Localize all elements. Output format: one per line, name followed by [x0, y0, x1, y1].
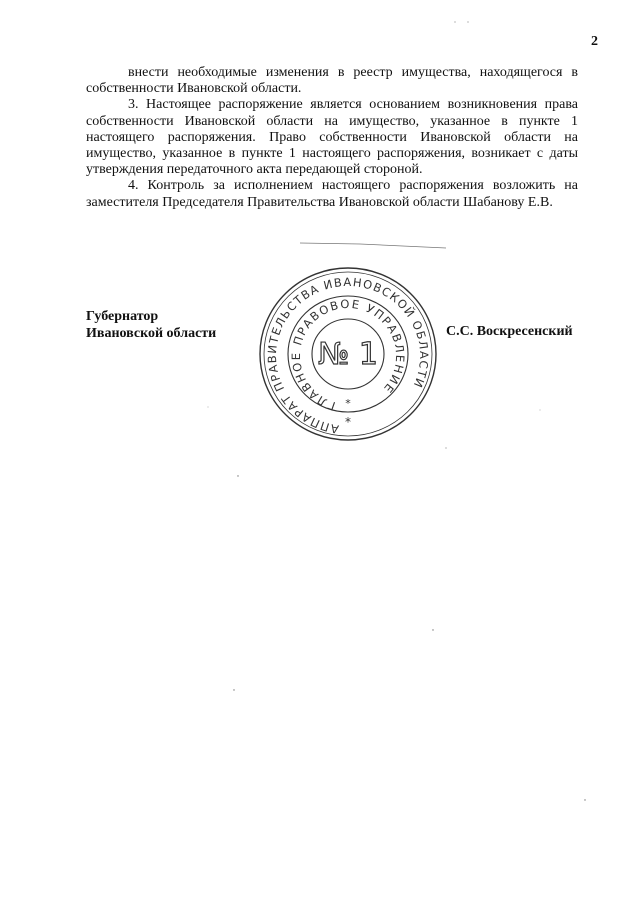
- scan-speck: [432, 629, 433, 630]
- scan-speck: [454, 21, 455, 22]
- scan-speck: [445, 447, 446, 448]
- paragraph-4: 4. Контроль за исполнением настоящего распоряжения возложить на заместителя Председателя Правительства Ивановской области Шабанову Е.В.: [86, 178, 578, 210]
- paragraph-continuation: внести необходимые изменения в реестр имущества, находящегося в собственности Ивановской области.: [86, 65, 578, 97]
- scan-speck: [467, 21, 468, 22]
- scan-line-mark: [300, 243, 446, 248]
- seal-center-number: № 1: [318, 337, 378, 372]
- seal-inner-text: ГЛАВНОЕ ПРАВОВОЕ УПРАВЛЕНИЕ: [289, 296, 408, 414]
- seal-star-inner: *: [345, 397, 351, 410]
- official-seal: [258, 266, 438, 442]
- page-number: 2: [591, 34, 598, 49]
- body-text: [86, 65, 578, 211]
- seal-star-outer: *: [345, 415, 351, 429]
- signatory-title: [86, 308, 216, 342]
- scan-speck: [584, 799, 585, 800]
- paragraph-3: 3. Настоящее распоряжение является основанием возникновения права собственности Ивановской области на имущество, указанное в пункте 1 настоящего распоряжения. Право собственности Ивановской области на имущество, указанное в пункте 1 настоящего распоряжения, возникает с даты утверждения передаточного акта передающей стороной.: [86, 97, 578, 178]
- scan-speck: [233, 689, 234, 690]
- scan-speck: [540, 410, 541, 411]
- scan-speck: [237, 475, 238, 476]
- signatory-title-line1: Губернатор: [86, 309, 159, 324]
- scan-speck: [208, 407, 209, 408]
- signatory-title-line2: Ивановской области: [86, 326, 217, 341]
- signatory-name: С.С. Воскресенский: [446, 324, 573, 339]
- seal-outer-text: АППАРАТ ПРАВИТЕЛЬСТВА ИВАНОВСКОЙ ОБЛАСТИ: [264, 274, 432, 437]
